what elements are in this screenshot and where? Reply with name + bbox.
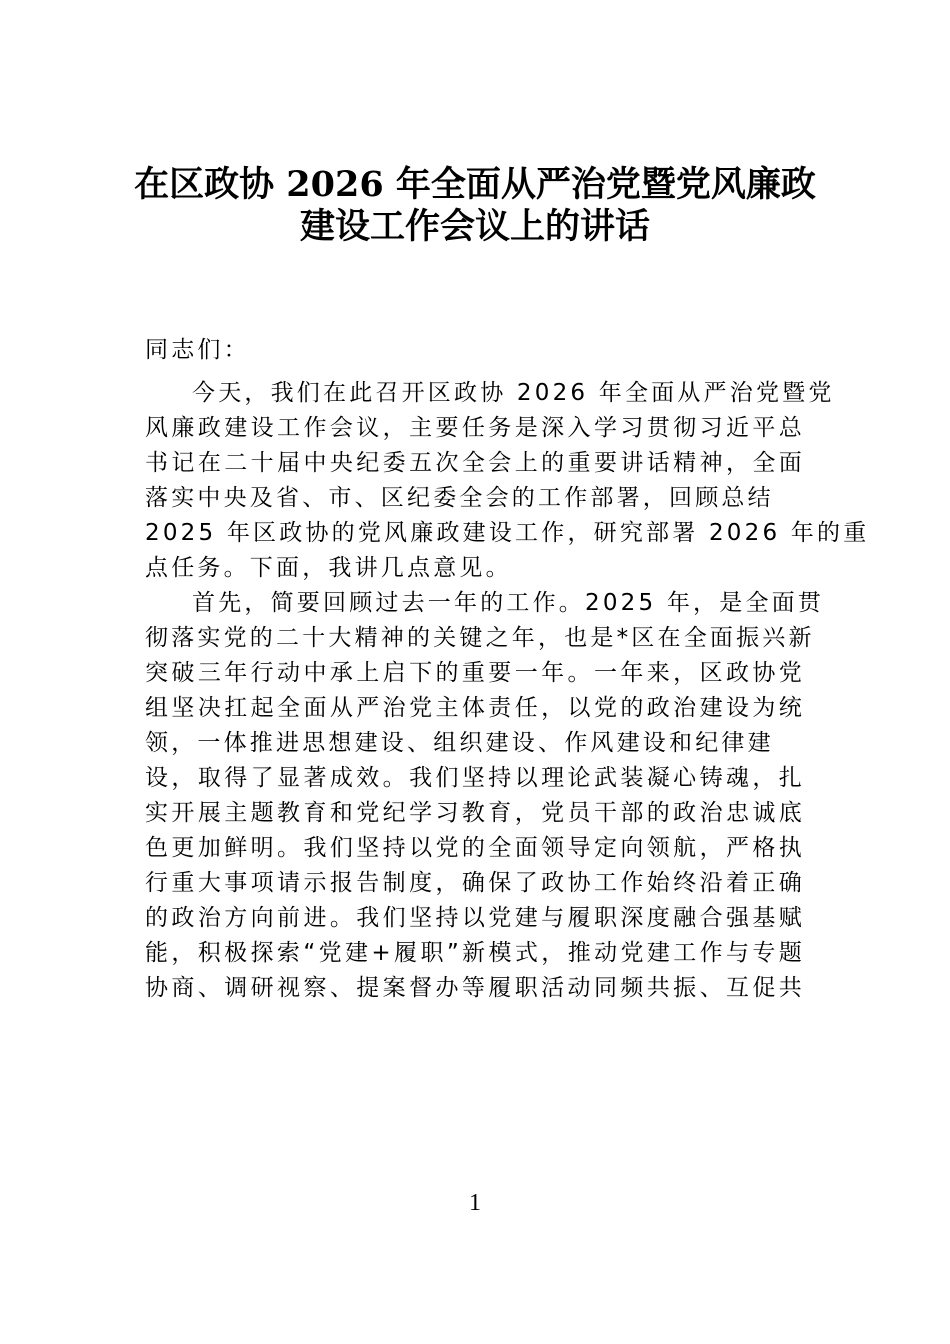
- paragraph-2-line-2: 彻落实党的二十大精神的关键之年，也是*区在全面振兴新: [145, 625, 815, 651]
- salutation: 同志们：: [145, 337, 250, 363]
- paragraph-1-line-2: 风廉政建设工作会议，主要任务是深入学习贯彻习近平总: [145, 415, 805, 441]
- paragraph-2-line-9: 行重大事项请示报告制度，确保了政协工作始终沿着正确: [145, 870, 805, 896]
- paragraph-1-line-4: 落实中央及省、市、区纪委全会的工作部署，回顾总结: [145, 485, 774, 511]
- paragraph-1-line-5: 2025 年区政协的党风廉政建设工作，研究部署 2026 年的重: [145, 520, 870, 546]
- paragraph-2-line-8: 色更加鲜明。我们坚持以党的全面领导定向领航，严格执: [145, 835, 805, 861]
- paragraph-2-line-12: 协商、调研视察、提案督办等履职活动同频共振、互促共: [145, 975, 805, 1001]
- paragraph-1-line-6: 点任务。下面，我讲几点意见。: [145, 555, 512, 581]
- document-title-line-2: 建设工作会议上的讲话: [299, 206, 650, 247]
- paragraph-2-line-10: 的政治方向前进。我们坚持以党建与履职深度融合强基赋: [145, 905, 805, 931]
- paragraph-2-line-3: 突破三年行动中承上启下的重要一年。一年来，区政协党: [145, 660, 805, 686]
- paragraph-2-line-4: 组坚决扛起全面从严治党主体责任，以党的政治建设为统: [145, 695, 805, 721]
- paragraph-1-line-1: 今天，我们在此召开区政协 2026 年全面从严治党暨党: [192, 380, 835, 406]
- document-title-line-1: 在区政协 2026 年全面从严治党暨党风廉政: [134, 164, 816, 205]
- paragraph-2-line-1: 首先，简要回顾过去一年的工作。2025 年，是全面贯: [192, 590, 825, 616]
- paragraph-2-line-11: 能，积极探索“党建+履职”新模式，推动党建工作与专题: [145, 940, 805, 966]
- paragraph-2-line-7: 实开展主题教育和党纪学习教育，党员干部的政治忠诚底: [145, 800, 805, 826]
- paragraph-2-line-6: 设，取得了显著成效。我们坚持以理论武装凝心铸魂，扎: [145, 765, 805, 791]
- page-number: 1: [469, 1190, 481, 1216]
- paragraph-2-line-5: 领，一体推进思想建设、组织建设、作风建设和纪律建: [145, 730, 774, 756]
- paragraph-1-line-3: 书记在二十届中央纪委五次全会上的重要讲话精神，全面: [145, 450, 805, 476]
